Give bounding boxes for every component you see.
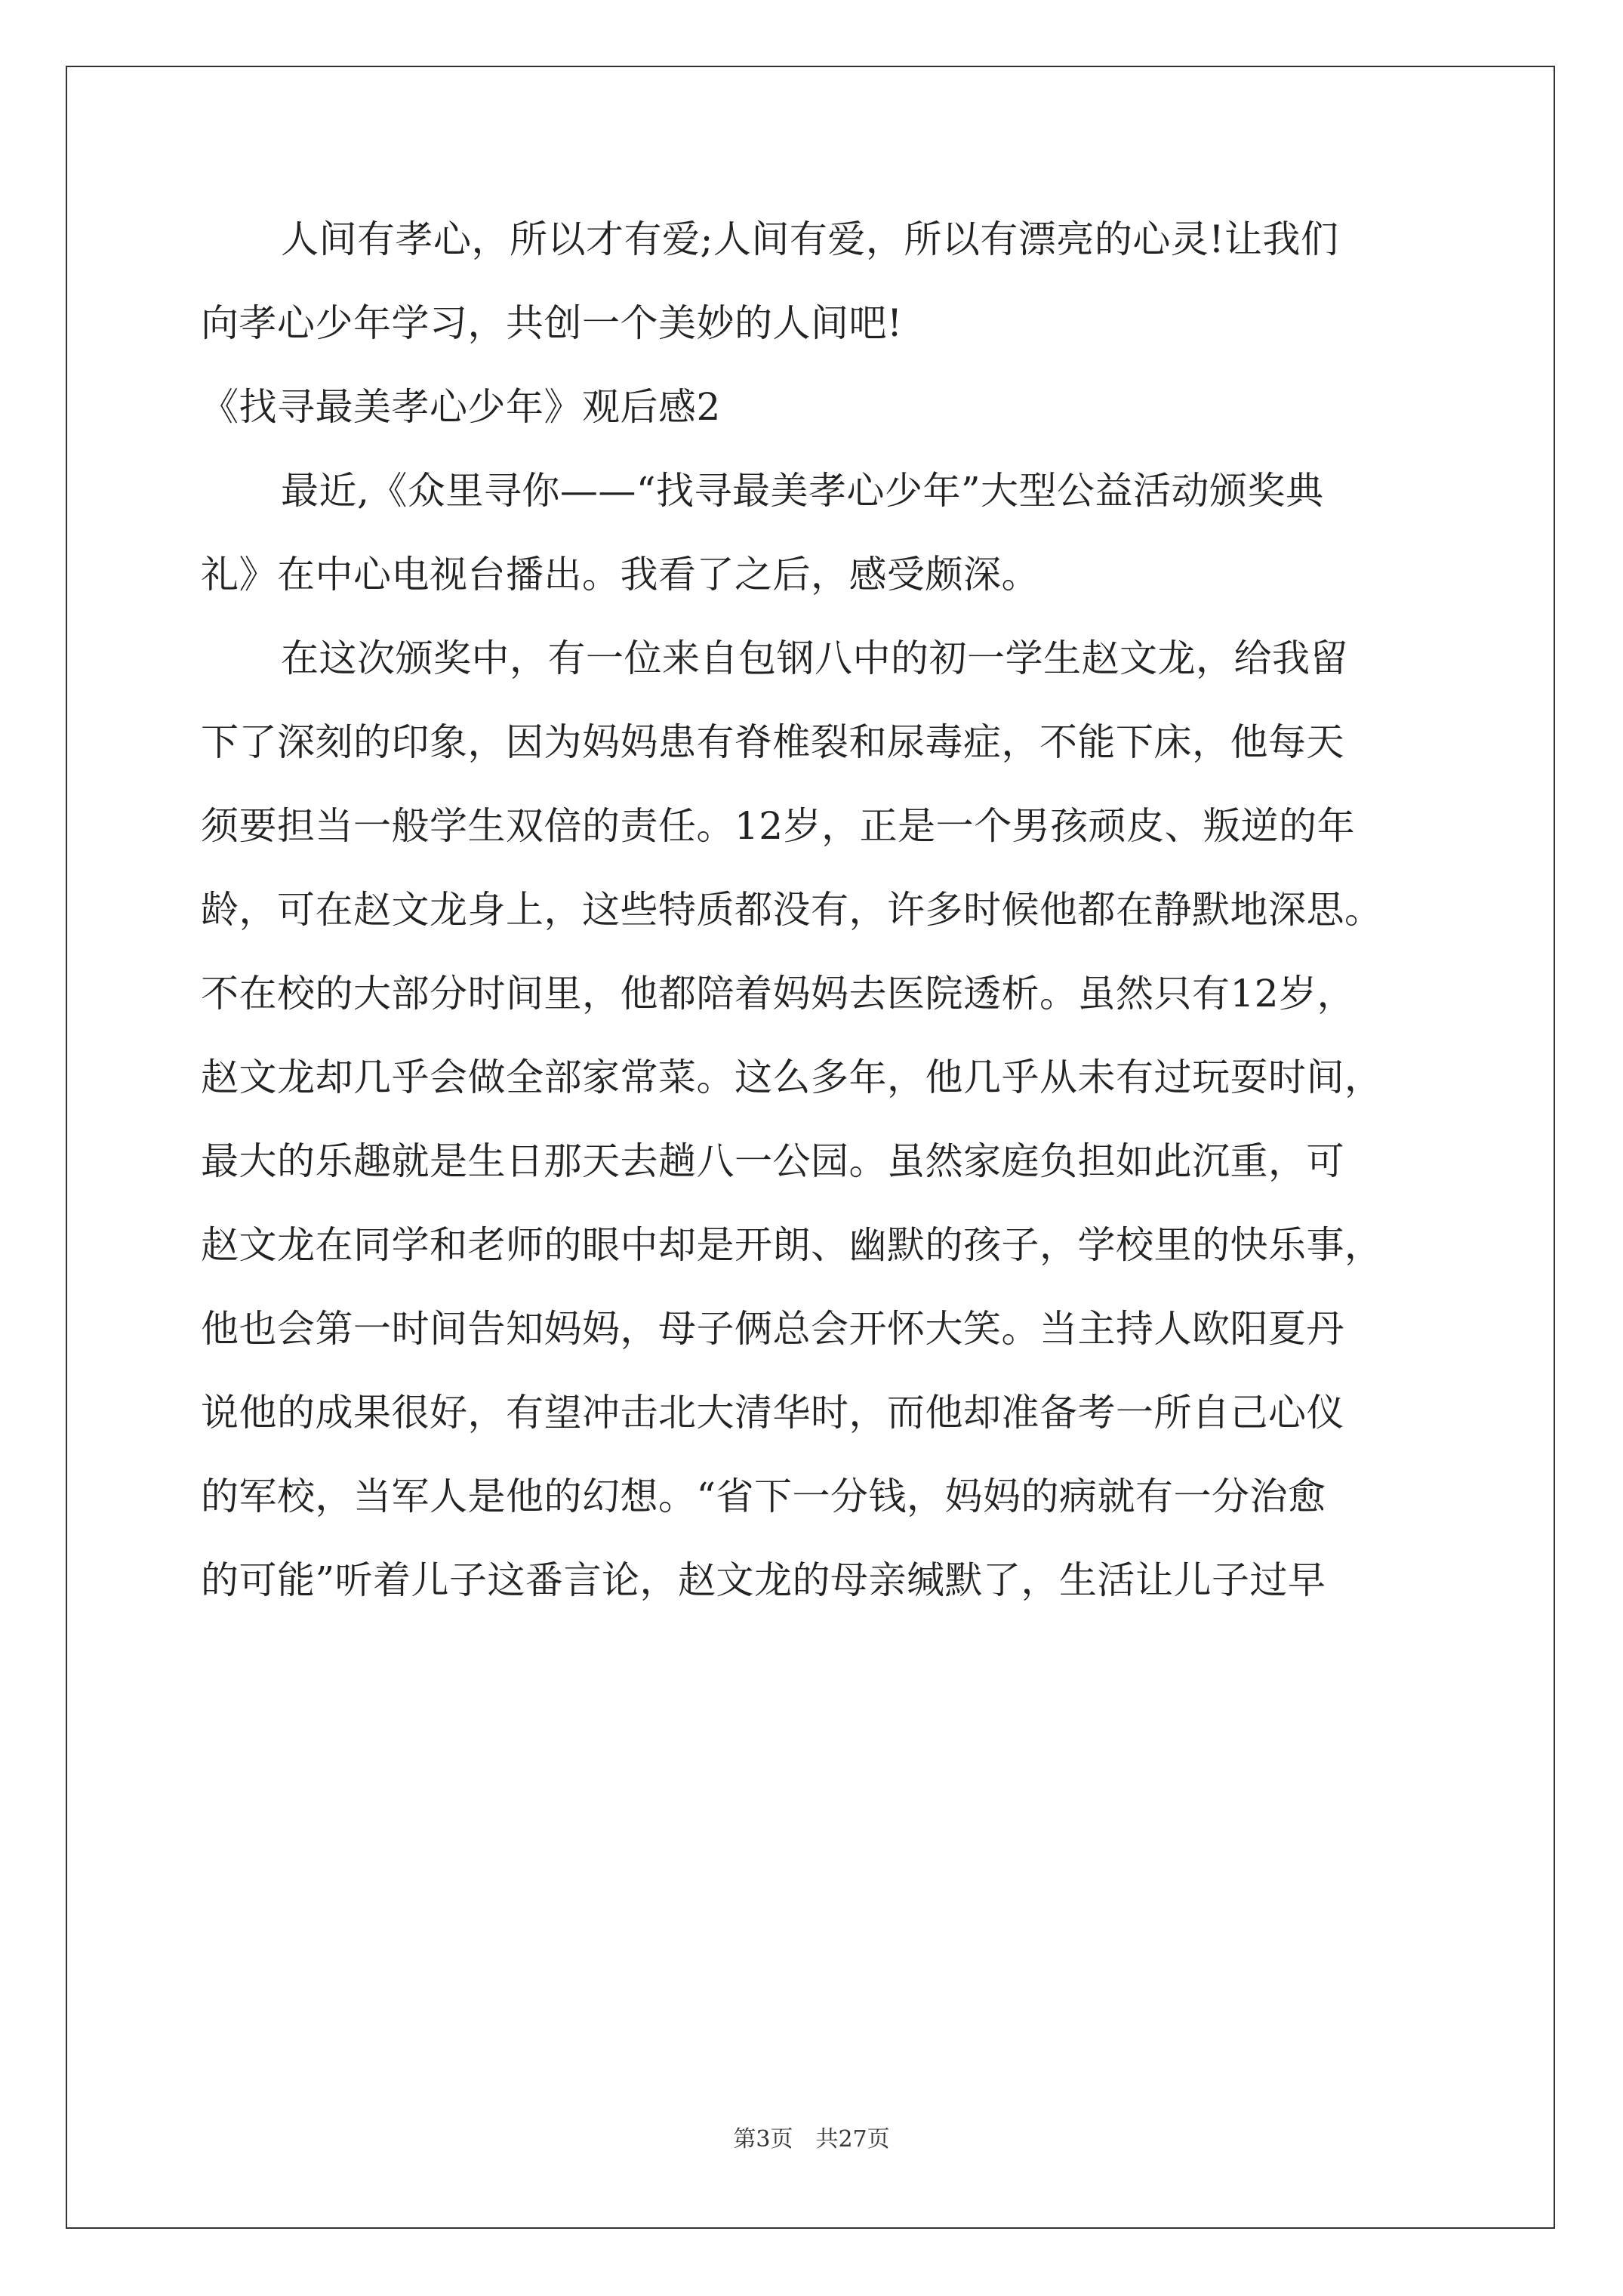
paragraph-line: 说他的成果很好，有望冲击北大清华时，而他却准备考一所自己心仪 [201, 1391, 1344, 1435]
paragraph-line: 的可能”听着儿子这番言论，赵文龙的母亲缄默了，生活让儿子过早 [201, 1558, 1326, 1602]
paragraph-line: 赵文龙在同学和老师的眼中却是开朗、幽默的孩子，学校里的快乐事， [201, 1223, 1383, 1267]
document-body [201, 217, 1424, 1641]
paragraph-line: 的军校，当军人是他的幻想。“省下一分钱，妈妈的病就有一分治愈 [201, 1475, 1326, 1518]
paragraph-line: 最大的乐趣就是生日那天去趟八一公园。虽然家庭负担如此沉重，可 [201, 1139, 1344, 1183]
section-heading: 《找寻最美孝心少年》观后感2 [201, 385, 721, 429]
paragraph-line: 赵文龙却几乎会做全部家常菜。这么多年，他几乎从未有过玩耍时间， [201, 1056, 1383, 1099]
paragraph-line: 人间有孝心，所以才有爱;人间有爱，所以有漂亮的心灵!让我们 [281, 217, 1339, 261]
paragraph-line: 须要担当一般学生双倍的责任。12岁，正是一个男孩顽皮、叛逆的年 [201, 804, 1356, 848]
paragraph-line: 他也会第一时间告知妈妈，母子俩总会开怀大笑。当主持人欧阳夏丹 [201, 1307, 1344, 1351]
paragraph-line: 龄，可在赵文龙身上，这些特质都没有，许多时候他都在静默地深思。 [201, 888, 1383, 932]
paragraph-line: 向孝心少年学习，共创一个美妙的人间吧! [201, 301, 903, 345]
paragraph-line: 在这次颁奖中，有一位来自包钢八中的初一学生赵文龙，给我留 [281, 636, 1348, 680]
paragraph-line: 最近,《众里寻你——“找寻最美孝心少年”大型公益活动颁奖典 [281, 469, 1324, 513]
paragraph-line: 不在校的大部分时间里，他都陪着妈妈去医院透析。虽然只有12岁， [201, 972, 1356, 1015]
paragraph-line: 下了深刻的印象，因为妈妈患有脊椎裂和尿毒症，不能下床，他每天 [201, 720, 1344, 764]
page-number-footer: 第3页 共27页 [733, 2126, 890, 2153]
paragraph-line: 礼》在中心电视台播出。我看了之后，感受颇深。 [201, 553, 1039, 596]
